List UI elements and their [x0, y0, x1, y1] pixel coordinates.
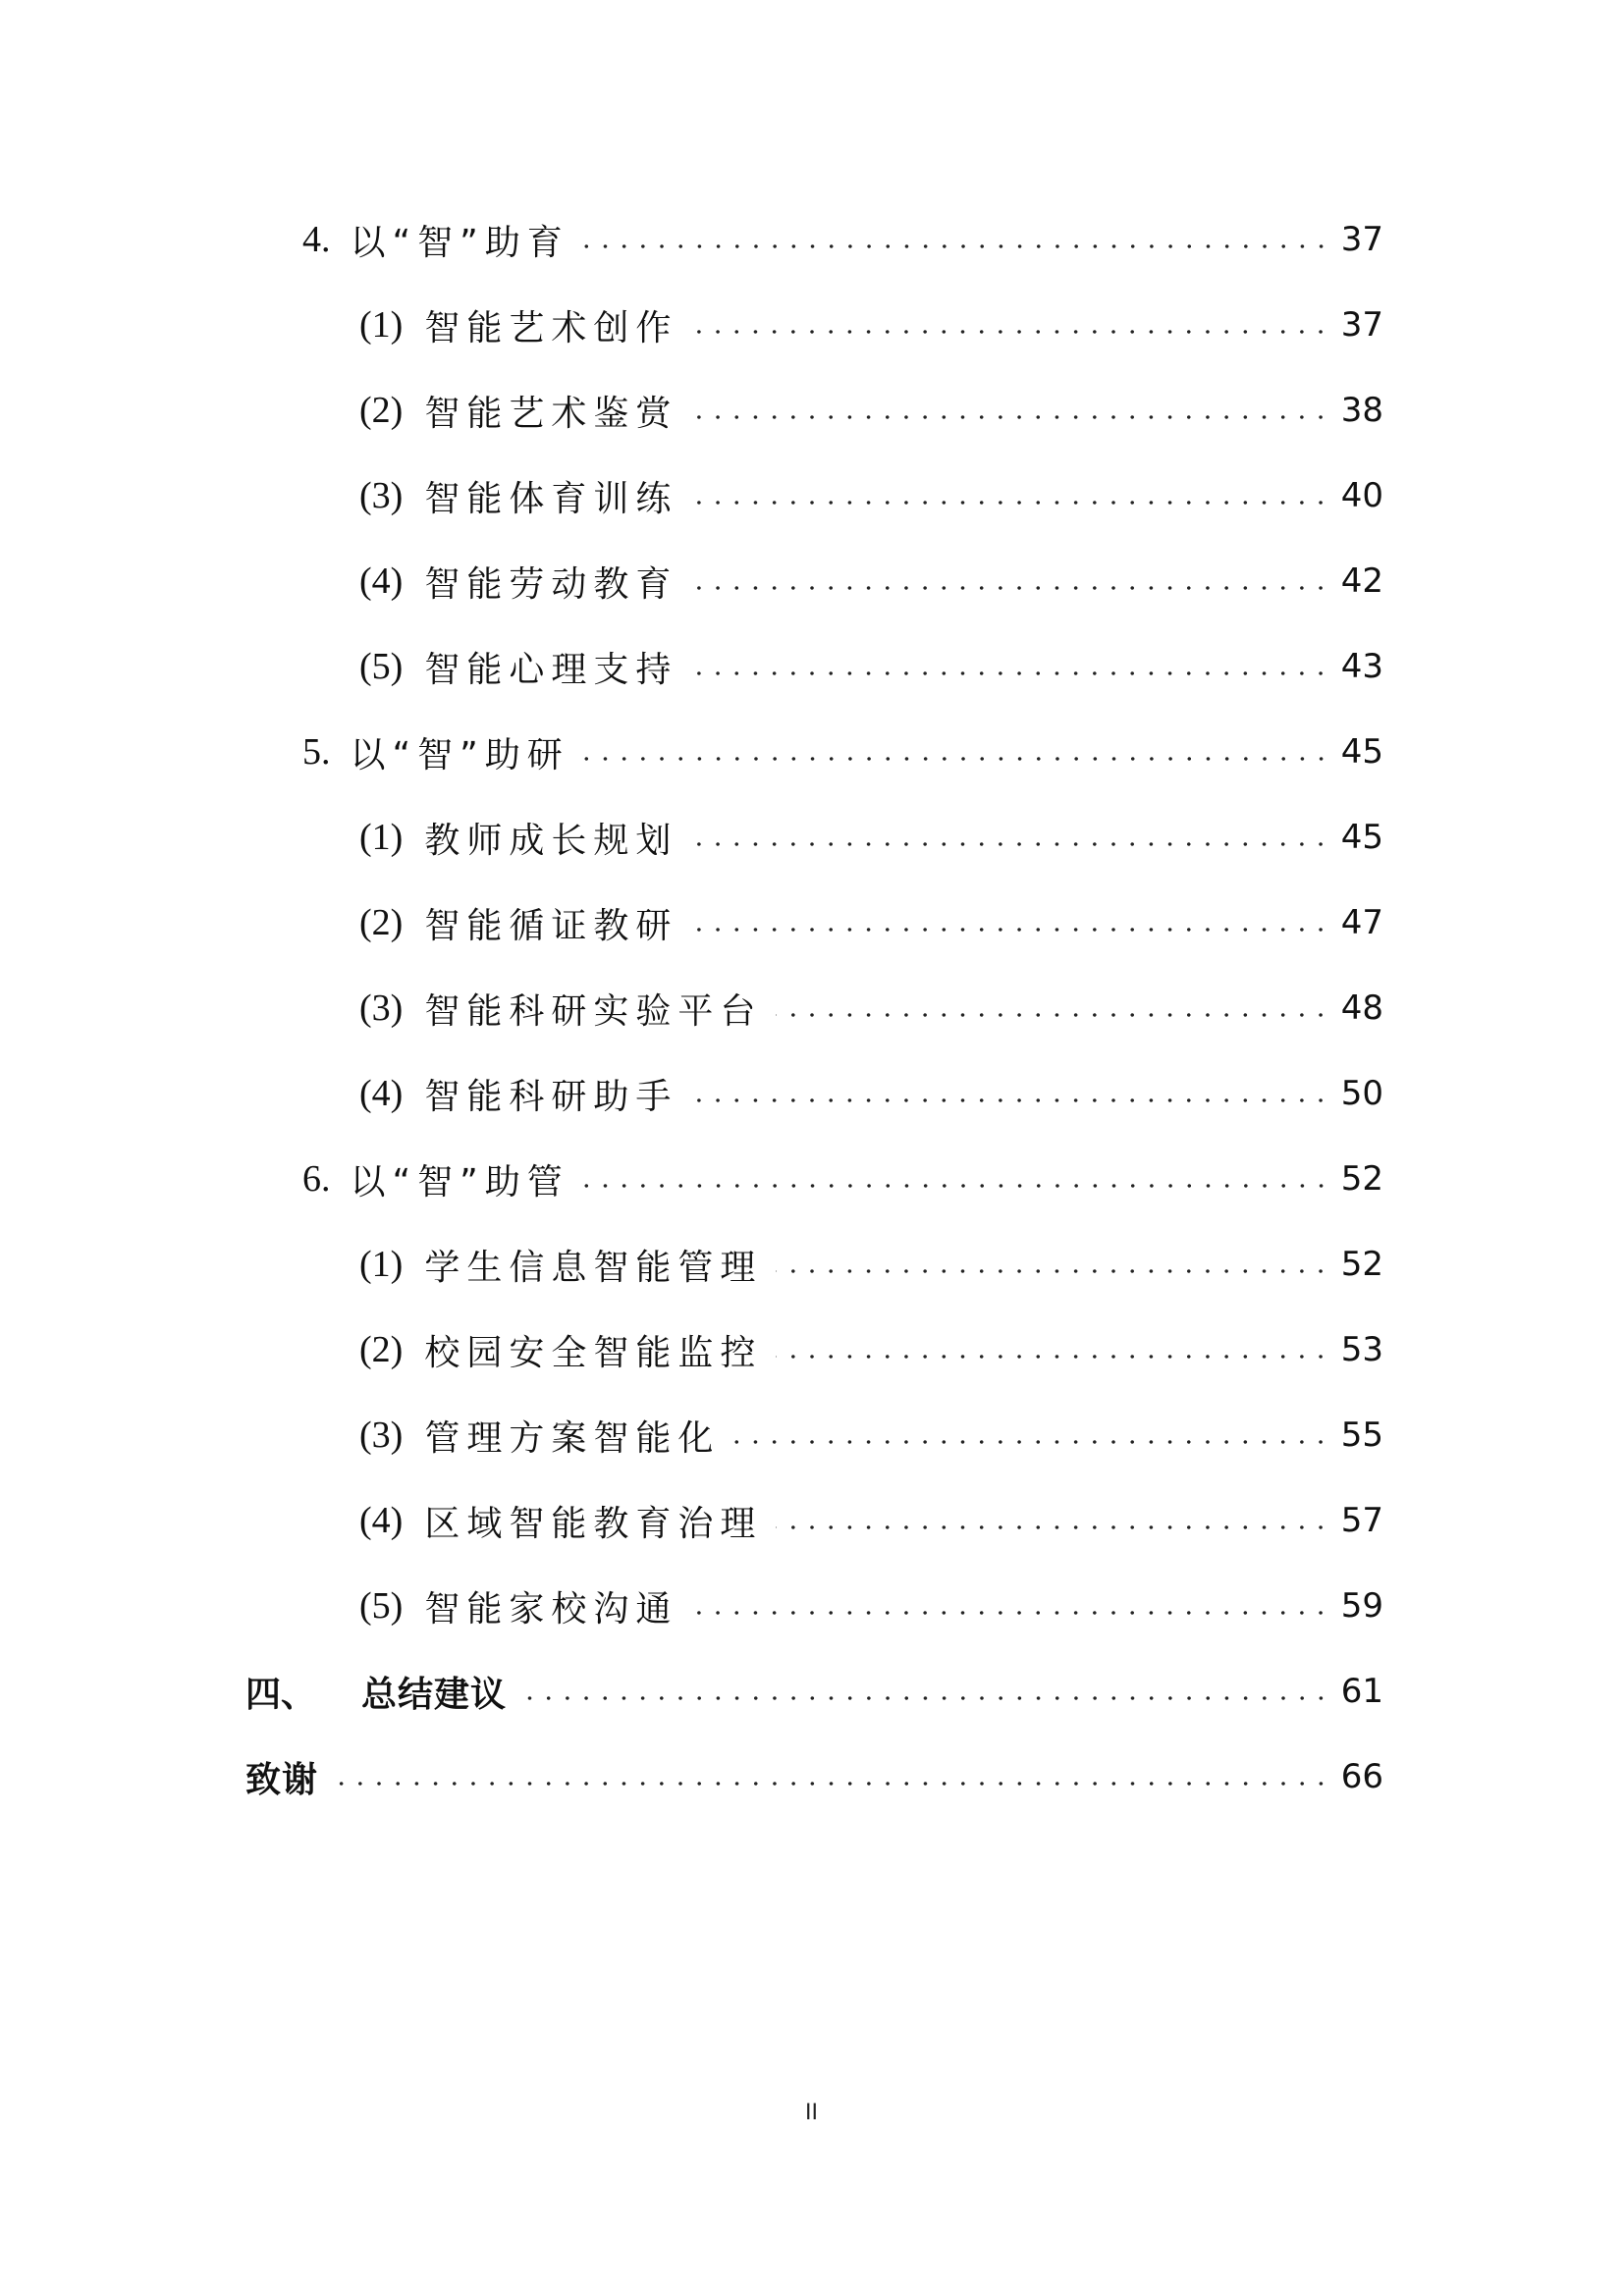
toc-entry-number: (4) [359, 561, 404, 602]
toc-entry-title: 智能体育训练 [424, 478, 678, 519]
toc-entry-page: 66 [1340, 1757, 1383, 1796]
toc-entry-level2[interactable] [0, 808, 1623, 867]
dot-leader [776, 1013, 1330, 1017]
toc-entry-level2[interactable] [0, 893, 1623, 952]
toc-entry-title: 学生信息智能管理 [424, 1247, 763, 1288]
toc-entry-number: (5) [359, 646, 404, 687]
toc-entry-number: (1) [359, 1244, 404, 1285]
dot-leader [332, 1782, 1330, 1786]
toc-entry-number: (4) [359, 1073, 404, 1114]
toc-entry-title: 智能艺术创作 [424, 307, 678, 348]
toc-entry-page: 40 [1340, 476, 1383, 515]
toc-entry-title: 以“智”助育 [350, 222, 569, 263]
page-number: II [805, 2101, 818, 2125]
dot-leader [691, 501, 1330, 505]
toc-entry-page: 50 [1340, 1074, 1383, 1113]
toc-entry-page: 52 [1340, 1245, 1383, 1284]
toc-entry-page: 59 [1340, 1586, 1383, 1626]
toc-entry-chapter[interactable] [0, 1747, 1623, 1806]
dot-leader [583, 244, 1330, 248]
toc-entry-level2[interactable] [0, 1064, 1623, 1123]
toc-entry-title: 以“智”助管 [350, 1161, 569, 1202]
toc-entry-level2[interactable] [0, 552, 1623, 611]
toc-entry-page: 55 [1340, 1415, 1383, 1455]
toc-entry-title: 教师成长规划 [424, 820, 678, 861]
toc-entry-level2[interactable] [0, 1491, 1623, 1550]
toc-entry-title: 智能循证教研 [424, 905, 678, 946]
toc-entry-title: 区域智能教育治理 [424, 1503, 763, 1544]
toc-entry-page: 42 [1340, 561, 1383, 601]
toc-entry-title: 管理方案智能化 [424, 1417, 721, 1459]
toc-entry-level2[interactable] [0, 466, 1623, 525]
dot-leader [691, 928, 1330, 932]
toc-entry-level2[interactable] [0, 295, 1623, 354]
toc-entry-title: 智能科研实验平台 [424, 990, 763, 1032]
toc-entry-level2[interactable] [0, 381, 1623, 440]
dot-leader [691, 415, 1330, 419]
toc-entry-level1[interactable] [0, 1149, 1623, 1208]
toc-entry-number: (2) [359, 1329, 404, 1370]
toc-entry-level1[interactable] [0, 210, 1623, 269]
toc-entry-page: 45 [1340, 818, 1383, 857]
toc-entry-number: (3) [359, 1415, 404, 1456]
toc-entry-page: 57 [1340, 1501, 1383, 1540]
dot-leader [733, 1440, 1330, 1444]
toc-entry-number: (3) [359, 475, 404, 516]
toc-entry-level2[interactable] [0, 1235, 1623, 1294]
toc-entry-title: 智能心理支持 [424, 649, 678, 690]
dot-leader [583, 1184, 1330, 1188]
toc-entry-page: 37 [1340, 305, 1383, 345]
toc-entry-page: 47 [1340, 903, 1383, 942]
toc-entry-number: 四、 [245, 1674, 317, 1715]
dot-leader [691, 1098, 1330, 1102]
dot-leader [520, 1696, 1330, 1700]
toc-entry-number: 6. [302, 1158, 331, 1200]
dot-leader [691, 842, 1330, 846]
toc-entry-number: (1) [359, 304, 404, 346]
dot-leader [691, 1611, 1330, 1615]
toc-entry-page: 38 [1340, 391, 1383, 430]
toc-entry-page: 48 [1340, 988, 1383, 1028]
dot-leader [776, 1355, 1330, 1359]
dot-leader [691, 671, 1330, 675]
toc-entry-page: 52 [1340, 1159, 1383, 1199]
toc-entry-page: 61 [1340, 1672, 1383, 1711]
toc-entry-number: (5) [359, 1585, 404, 1627]
toc-entry-level2[interactable] [0, 1320, 1623, 1379]
dot-leader [776, 1525, 1330, 1529]
toc-entry-level2[interactable] [0, 1576, 1623, 1635]
toc-entry-title: 智能科研助手 [424, 1076, 678, 1117]
toc-entry-number: 4. [302, 219, 331, 260]
toc-entry-level2[interactable] [0, 1406, 1623, 1465]
toc-entry-page: 43 [1340, 647, 1383, 686]
toc-entry-level2[interactable] [0, 979, 1623, 1038]
toc-entry-chapter[interactable] [0, 1662, 1623, 1721]
toc-entry-level2[interactable] [0, 637, 1623, 696]
toc-entry-number: (3) [359, 988, 404, 1029]
dot-leader [691, 586, 1330, 590]
toc-entry-number: (2) [359, 390, 404, 431]
toc-entry-page: 37 [1340, 220, 1383, 259]
toc-entry-number: (1) [359, 817, 404, 858]
toc-entry-title: 智能艺术鉴赏 [424, 393, 678, 434]
toc-entry-title: 致谢 [245, 1759, 319, 1800]
dot-leader [583, 757, 1330, 761]
toc-entry-number: 5. [302, 731, 331, 773]
toc-entry-number: (4) [359, 1500, 404, 1541]
toc-entry-level1[interactable] [0, 722, 1623, 781]
toc-entry-title: 校园安全智能监控 [424, 1332, 763, 1373]
toc-entry-page: 53 [1340, 1330, 1383, 1369]
toc-entry-title: 总结建议 [361, 1674, 508, 1715]
dot-leader [776, 1269, 1330, 1273]
toc-entry-title: 智能劳动教育 [424, 563, 678, 605]
toc-entry-page: 45 [1340, 732, 1383, 772]
toc-entry-title: 智能家校沟通 [424, 1588, 678, 1629]
toc-entry-number: (2) [359, 902, 404, 943]
dot-leader [691, 330, 1330, 334]
toc-entry-title: 以“智”助研 [350, 734, 569, 775]
